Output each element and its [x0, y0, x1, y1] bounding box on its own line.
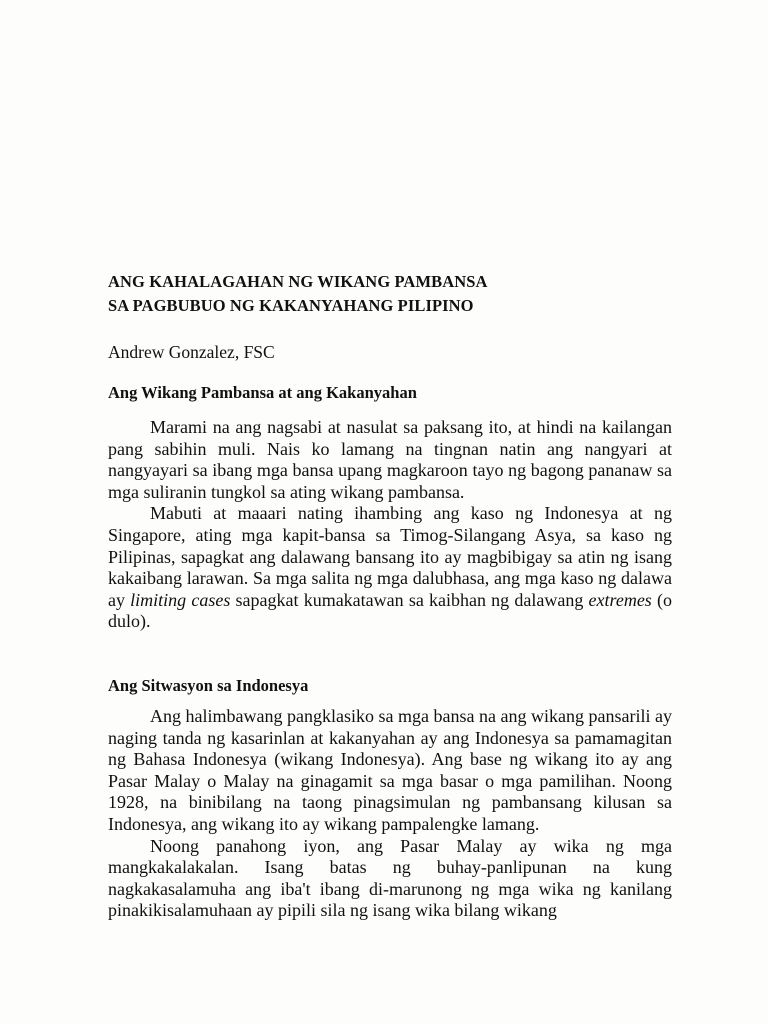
- section-heading-wikang-pambansa: Ang Wikang Pambansa at ang Kakanyahan: [108, 383, 417, 402]
- paragraph-text: Mabuti at maaari nating ihambing ang kaso ng Indonesya at ng Singapore, ating mga kapit-bansa sa Timog-Silangang Asya, sa kaso ng Pilipinas, sapagkat ang dalawang bansang ito ay magbibigay sa atin ng isang kakaibang larawan. Sa mga salita ng mga dalubhasa, ang mga kaso ng dalawa ay: [108, 503, 672, 610]
- paragraph: Marami na ang nagsabi at nasulat sa paksang ito, at hindi na kailangan pang sabihin muli. Nais ko lamang na tingnan natin ang nangyari at nangyayari sa ibang mga bansa upang magkaroon tayo ng bagong pananaw sa mga suliranin tungkol sa ating wikang pambansa.: [108, 417, 672, 502]
- emphasis-limiting-cases: limiting cases: [130, 589, 231, 610]
- section-body-wikang-pambansa: [108, 417, 672, 633]
- section-body-indonesya: [108, 706, 672, 922]
- section-heading-indonesya: Ang Sitwasyon sa Indonesya: [108, 676, 309, 695]
- title-line-2: SA PAGBUBUO NG KAKANYAHANG PILIPINO: [108, 296, 474, 315]
- paragraph-text: sapagkat kumakatawan sa kaibhan ng dalawang: [230, 589, 589, 610]
- paragraph: [108, 503, 672, 633]
- emphasis-extremes: extremes: [588, 589, 652, 610]
- author-name: Andrew Gonzalez, FSC: [108, 342, 275, 362]
- title-line-1: ANG KAHALAGAHAN NG WIKANG PAMBANSA: [108, 272, 488, 291]
- document-title: [108, 270, 668, 318]
- paragraph-text: (o dulo).: [108, 589, 673, 632]
- paragraph: Noong panahong iyon, ang Pasar Malay ay wika ng mga mangkakalakalan. Isang batas ng buhay-panlipunan na kung nagkakasalamuha ang iba't ibang di-marunong ng mga wika ng kanilang pinakikisalamuhaan ay pipili sila ng isang wika bilang wikang: [108, 835, 672, 921]
- paragraph: Ang halimbawang pangklasiko sa mga bansa na ang wikang pansarili ay naging tanda ng kasarinlan at kakanyahan ay ang Indonesya sa pamamagitan ng Bahasa Indonesya (wikang Indonesya). Ang base ng wikang ito ay ang Pasar Malay o Malay na ginagamit sa mga basar o mga pamilihan. Noong 1928, na binibilang na taong pinagsimulan ng pambansang kilusan sa Indonesya, ang wikang ito ay wikang pampalengke lamang.: [108, 706, 672, 834]
